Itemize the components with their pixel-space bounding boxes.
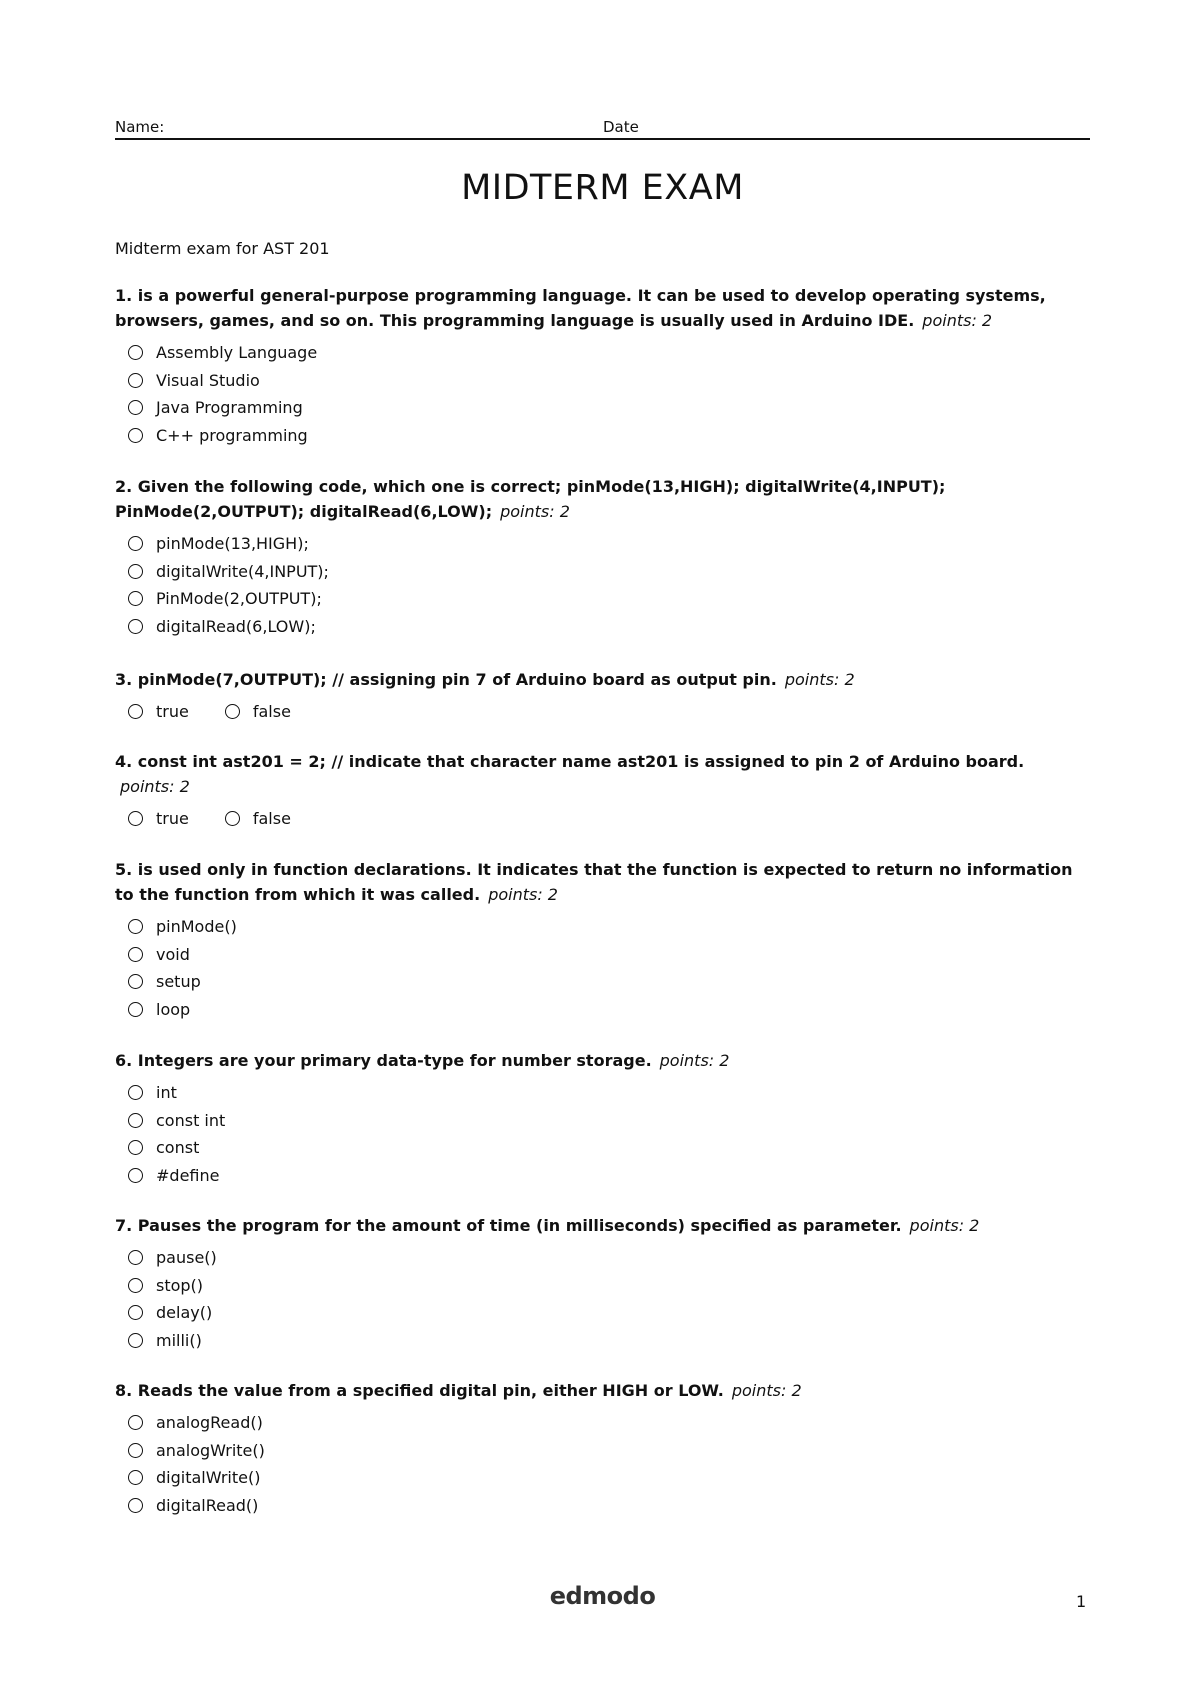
radio-button[interactable] xyxy=(128,811,143,826)
question-3-options xyxy=(128,698,1090,726)
question-text xyxy=(115,667,1090,692)
question-4-text: 4. const int ast201 = 2; // indicate that character name ast201 is assigned to pin 2 of Arduino board. xyxy=(115,752,1025,771)
question-7-text: 7. Pauses the program for the amount of time (in milliseconds) specified as parameter. xyxy=(115,1216,902,1235)
question-8-options xyxy=(128,1409,1090,1519)
question-4-points: points: 2 xyxy=(120,777,190,796)
radio-button[interactable] xyxy=(128,1443,143,1458)
radio-button[interactable] xyxy=(128,974,143,989)
option-false[interactable] xyxy=(225,698,291,726)
question-6-options xyxy=(128,1079,1090,1189)
question-5-options xyxy=(128,913,1090,1023)
option[interactable] xyxy=(128,1437,1090,1465)
option[interactable] xyxy=(128,585,1090,613)
radio-button[interactable] xyxy=(128,704,143,719)
radio-button[interactable] xyxy=(128,619,143,634)
option[interactable] xyxy=(128,1162,1090,1190)
question-8-text: 8. Reads the value from a specified digital pin, either HIGH or LOW. xyxy=(115,1381,724,1400)
option-label: C++ programming xyxy=(156,425,308,445)
question-8 xyxy=(115,1378,1090,1519)
header-row xyxy=(115,116,1090,140)
radio-button[interactable] xyxy=(225,811,240,826)
question-7-points: points: 2 xyxy=(909,1216,980,1235)
radio-button[interactable] xyxy=(128,1113,143,1128)
question-7-options xyxy=(128,1244,1090,1354)
question-3-points: points: 2 xyxy=(784,670,855,689)
exam-description: Midterm exam for AST 201 xyxy=(115,239,330,258)
radio-button[interactable] xyxy=(225,704,240,719)
radio-button[interactable] xyxy=(128,400,143,415)
option[interactable] xyxy=(128,941,1090,969)
option[interactable] xyxy=(128,1464,1090,1492)
option-label: Assembly Language xyxy=(156,343,318,363)
option[interactable] xyxy=(128,394,1090,422)
question-1-options xyxy=(128,339,1090,449)
option[interactable] xyxy=(128,996,1090,1024)
question-text xyxy=(115,283,1090,333)
question-4-options xyxy=(128,805,1090,833)
option[interactable] xyxy=(128,422,1090,450)
option-label: Visual Studio xyxy=(156,370,260,390)
radio-button[interactable] xyxy=(128,564,143,579)
question-text xyxy=(115,1213,1090,1238)
question-text xyxy=(115,749,1090,799)
option[interactable] xyxy=(128,1079,1090,1107)
question-5 xyxy=(115,857,1090,1023)
name-label: Name: xyxy=(115,118,165,136)
option-false[interactable] xyxy=(225,805,291,833)
exam-title: MIDTERM EXAM xyxy=(461,168,744,208)
option[interactable] xyxy=(128,613,1090,641)
radio-button[interactable] xyxy=(128,919,143,934)
question-1 xyxy=(115,283,1090,449)
option-true[interactable] xyxy=(128,698,189,726)
option[interactable] xyxy=(128,913,1090,941)
question-text xyxy=(115,1048,1090,1073)
option-label: int xyxy=(156,1083,177,1103)
question-text xyxy=(115,1378,1090,1403)
question-1-points: points: 2 xyxy=(922,311,993,330)
question-8-points: points: 2 xyxy=(731,1381,802,1400)
question-3-text: 3. pinMode(7,OUTPUT); // assigning pin 7 of Arduino board as output pin. xyxy=(115,670,777,689)
option-label: digitalWrite() xyxy=(156,1468,261,1488)
option-label: loop xyxy=(156,999,191,1019)
option-label: true xyxy=(156,809,189,829)
option-label: #define xyxy=(156,1165,220,1185)
radio-button[interactable] xyxy=(128,1002,143,1017)
option-true[interactable] xyxy=(128,805,189,833)
option[interactable] xyxy=(128,1327,1090,1355)
radio-button[interactable] xyxy=(128,373,143,388)
radio-button[interactable] xyxy=(128,1498,143,1513)
question-2-text: 2. Given the following code, which one is correct; pinMode(13,HIGH); digitalWrite(4,INPUT); PinMode(2,OUTPUT); digitalRead(6,LOW); xyxy=(115,477,946,521)
option[interactable] xyxy=(128,968,1090,996)
question-2-points: points: 2 xyxy=(500,502,570,521)
radio-button[interactable] xyxy=(128,1305,143,1320)
option[interactable] xyxy=(128,1272,1090,1300)
radio-button[interactable] xyxy=(128,947,143,962)
page-number: 1 xyxy=(1076,1592,1087,1611)
radio-button[interactable] xyxy=(128,1415,143,1430)
radio-button[interactable] xyxy=(128,1085,143,1100)
radio-button[interactable] xyxy=(128,591,143,606)
option[interactable] xyxy=(128,1299,1090,1327)
question-6 xyxy=(115,1048,1090,1189)
question-7 xyxy=(115,1213,1090,1354)
question-3 xyxy=(115,667,1090,726)
option-label: stop() xyxy=(156,1275,204,1295)
option[interactable] xyxy=(128,1492,1090,1520)
exam-page xyxy=(115,0,1090,1698)
option-label: pinMode() xyxy=(156,917,237,937)
question-5-text: 5. is used only in function declarations. It indicates that the function is expected to return no information to the function from which it was called. xyxy=(115,860,1073,904)
radio-button[interactable] xyxy=(128,345,143,360)
option-label: analogWrite() xyxy=(156,1440,265,1460)
option-label: milli() xyxy=(156,1330,202,1350)
question-1-text: 1. is a powerful general-purpose programming language. It can be used to develop operating systems, browsers, games, and so on. This programming language is usually used in Arduino IDE. xyxy=(115,286,1046,330)
date-label: Date xyxy=(603,118,639,136)
question-5-points: points: 2 xyxy=(488,885,558,904)
option[interactable] xyxy=(128,1409,1090,1437)
edmodo-logo: edmodo xyxy=(549,1582,656,1610)
option-label: false xyxy=(252,702,291,722)
option-label: pause() xyxy=(156,1248,217,1268)
question-2 xyxy=(115,474,1090,640)
option[interactable] xyxy=(128,530,1090,558)
question-6-text: 6. Integers are your primary data-type for number storage. xyxy=(115,1051,652,1070)
option-label: setup xyxy=(156,972,201,992)
radio-button[interactable] xyxy=(128,1168,143,1183)
option-label: PinMode(2,OUTPUT); xyxy=(156,589,322,609)
question-text xyxy=(115,474,1090,524)
option[interactable] xyxy=(128,1134,1090,1162)
option-label: analogRead() xyxy=(156,1413,263,1433)
option-label: false xyxy=(252,809,291,829)
radio-button[interactable] xyxy=(128,428,143,443)
option[interactable] xyxy=(128,367,1090,395)
option-label: digitalWrite(4,INPUT); xyxy=(156,561,329,581)
header-divider xyxy=(115,138,1090,140)
option-label: const xyxy=(156,1138,200,1158)
question-4 xyxy=(115,749,1090,833)
option[interactable] xyxy=(128,558,1090,586)
question-text xyxy=(115,857,1090,907)
option[interactable] xyxy=(128,339,1090,367)
option-label: digitalRead() xyxy=(156,1495,259,1515)
question-6-points: points: 2 xyxy=(659,1051,730,1070)
option-label: true xyxy=(156,702,189,722)
option-label: pinMode(13,HIGH); xyxy=(156,534,309,554)
option[interactable] xyxy=(128,1244,1090,1272)
radio-button[interactable] xyxy=(128,1333,143,1348)
option-label: void xyxy=(156,944,190,964)
question-2-options xyxy=(128,530,1090,640)
radio-button[interactable] xyxy=(128,1470,143,1485)
option-label: digitalRead(6,LOW); xyxy=(156,616,316,636)
radio-button[interactable] xyxy=(128,1278,143,1293)
radio-button[interactable] xyxy=(128,536,143,551)
option-label: delay() xyxy=(156,1303,213,1323)
option[interactable] xyxy=(128,1107,1090,1135)
option-label: const int xyxy=(156,1110,226,1130)
option-label: Java Programming xyxy=(156,398,303,418)
radio-button[interactable] xyxy=(128,1140,143,1155)
radio-button[interactable] xyxy=(128,1250,143,1265)
